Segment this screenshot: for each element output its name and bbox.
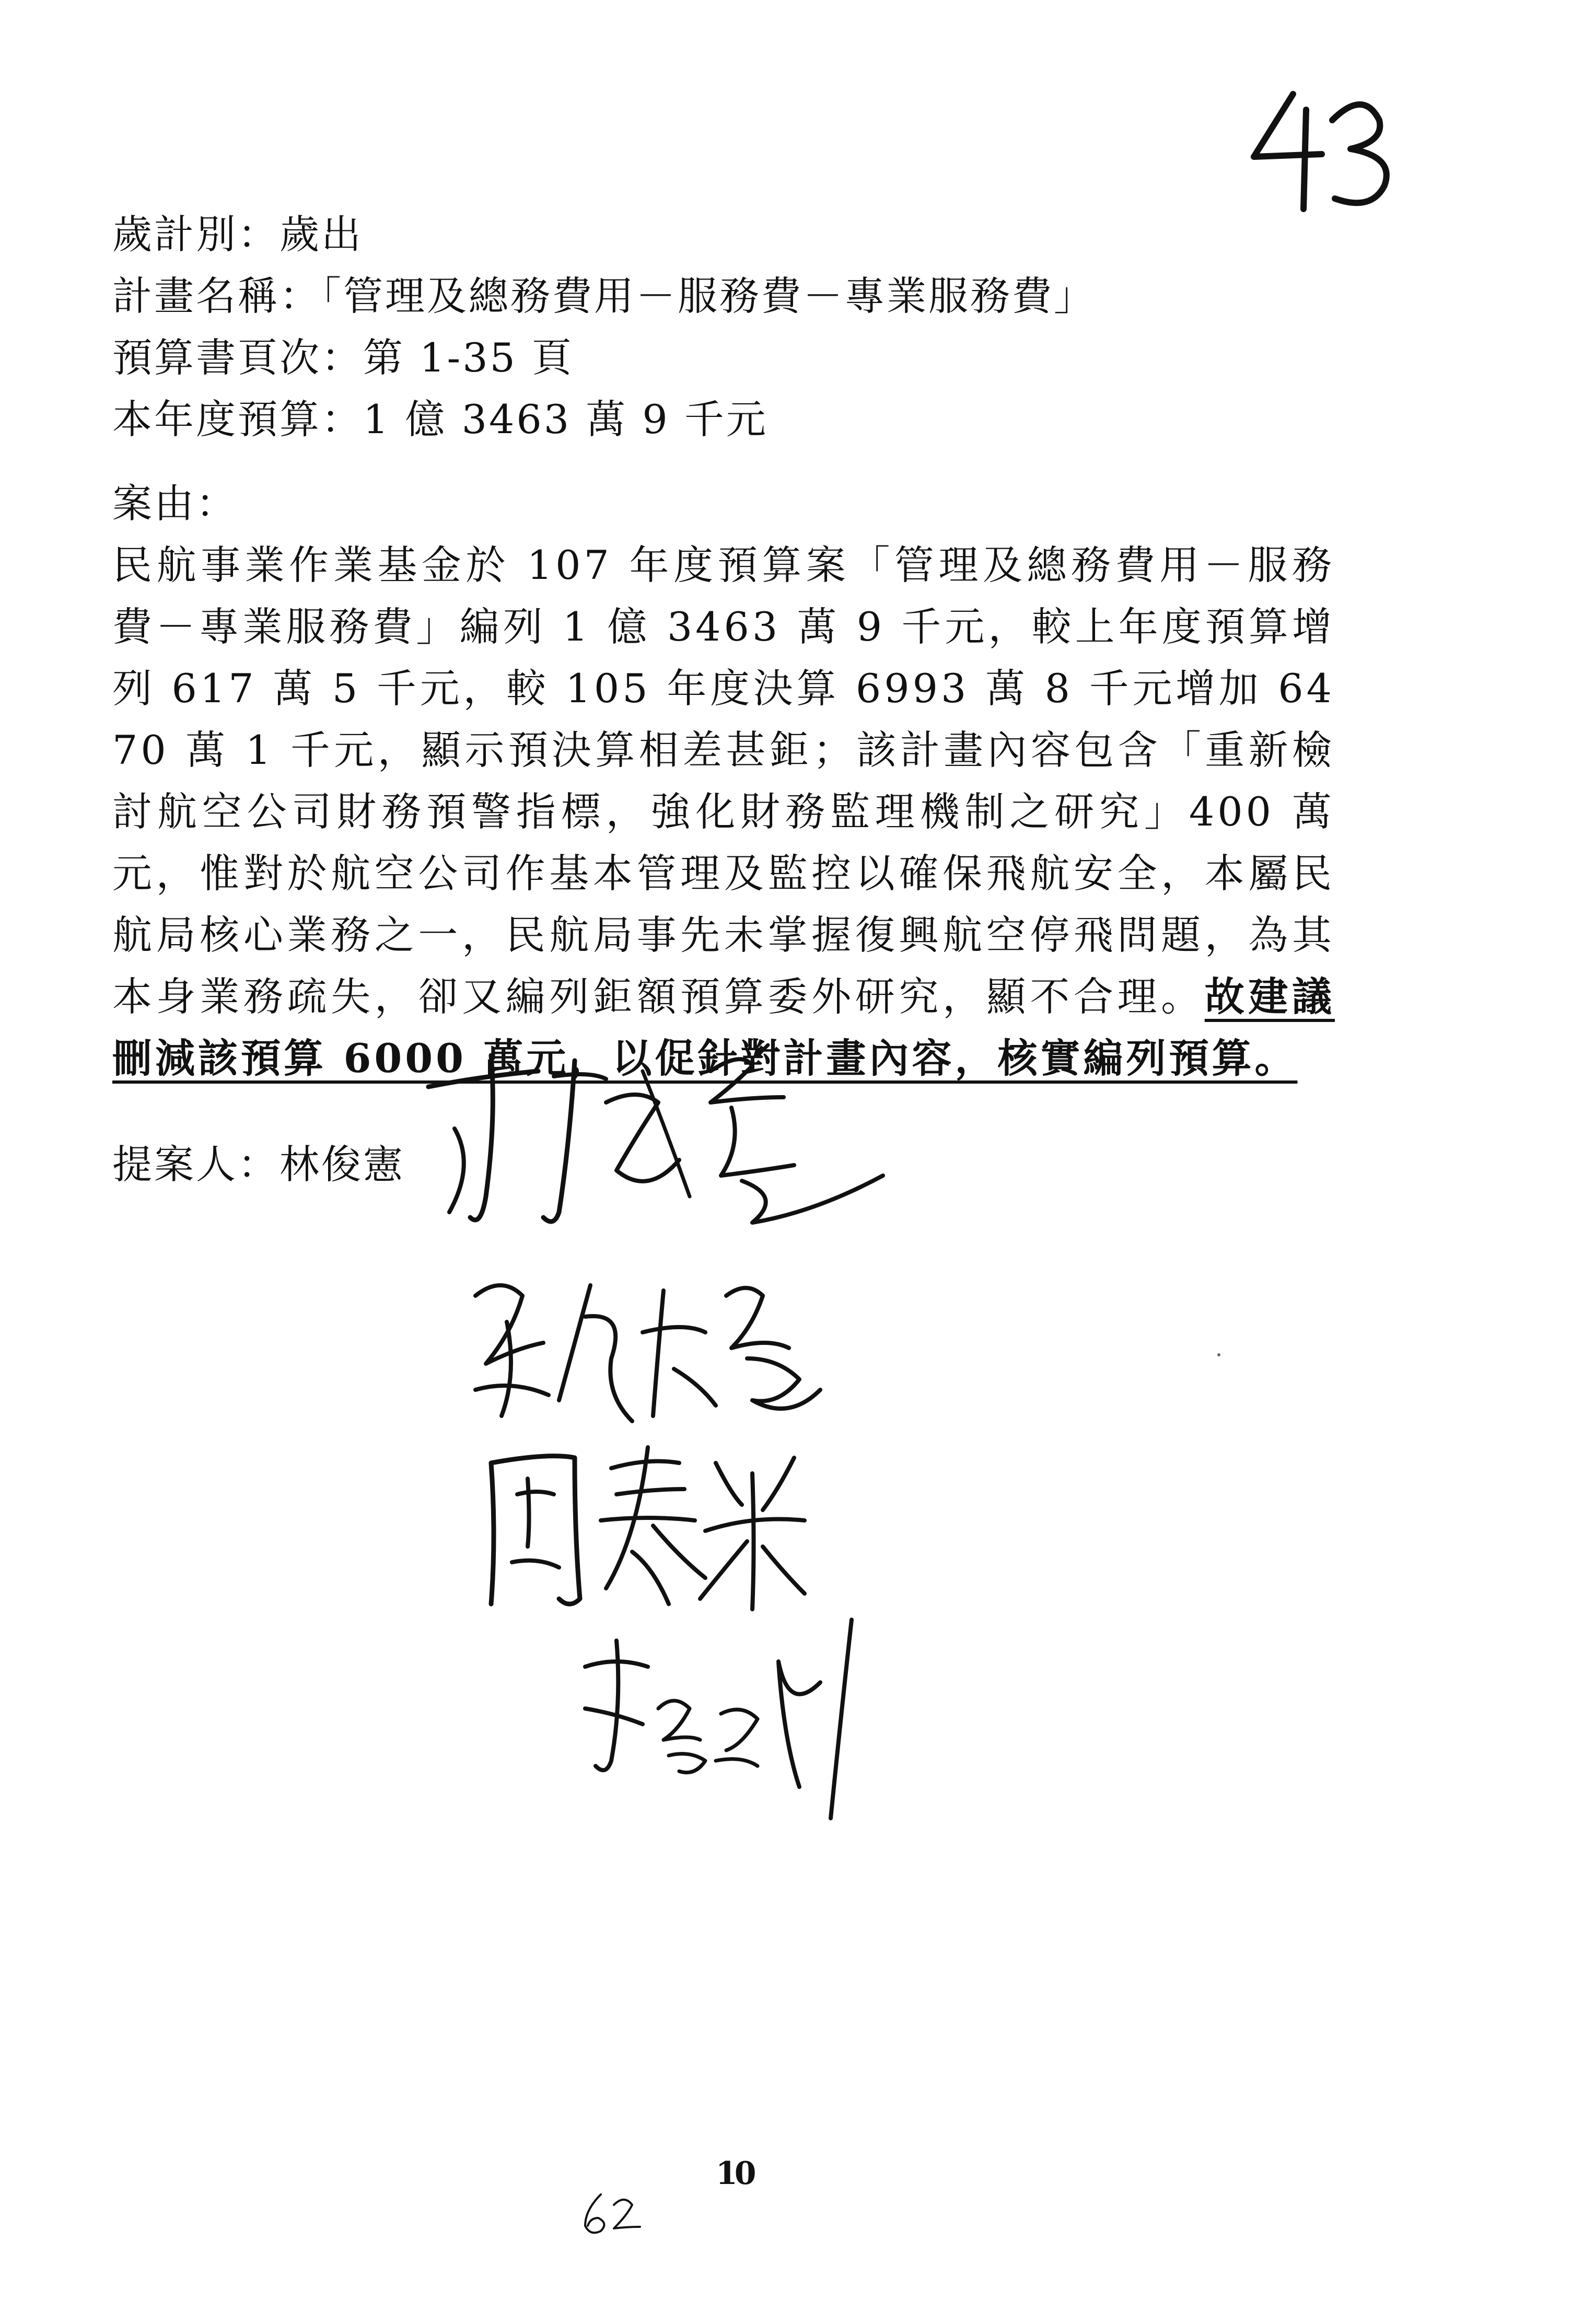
reason-section bbox=[112, 473, 1335, 1089]
signature-1 bbox=[418, 1040, 888, 1259]
handwritten-footer-note bbox=[575, 2184, 648, 2241]
handwritten-page-mark bbox=[1243, 78, 1400, 214]
plan-name: 計畫名稱：「管理及總務費用－服務費－專業服務費」 bbox=[112, 273, 1096, 319]
reason-recommendation: 故建議刪減該預算 6000 萬元，以促針對計畫內容，核實編列預算。 bbox=[112, 973, 1335, 1082]
signature-3 bbox=[470, 1432, 810, 1620]
budget-page-ref: 預算書頁次：第 1-35 頁 bbox=[112, 334, 574, 381]
reason-body bbox=[112, 534, 1335, 1089]
budget-amount: 本年度預算：1 億 3463 萬 9 千元 bbox=[112, 396, 768, 443]
reason-text: 民航事業作業基金於 107 年度預算案「管理及總務費用－服務費－專業服務費」編列 1 億 3463 萬 9 千元，較上年度預算增列 617 萬 5 千元，較 105 年度決算 6993 萬 8 千元增加 6470 萬 1 千元，顯示預決算相差甚鉅；該計畫內容包含「重新檢討航空公司財務預警指標，強化財務監理機制之研究」400 萬元，惟對於航空公司作基本管理及監控以確保飛航安全，本屬民航局核心業務之一，民航局事先未掌握復興航空停飛問題，為其本身業務疏失，卻又編列鉅額預算委外研究，顯不合理。 bbox=[112, 542, 1335, 1020]
signature-2 bbox=[455, 1264, 831, 1437]
header-block bbox=[112, 204, 1366, 450]
signature-4 bbox=[569, 1609, 862, 1829]
proposer-label: 提案人：林俊憲 bbox=[112, 1141, 405, 1188]
scan-speck bbox=[1217, 1353, 1220, 1356]
reason-title: 案由： bbox=[112, 480, 238, 527]
budget-category: 歲計別：歲出 bbox=[112, 211, 363, 258]
footer-page-number: 10 bbox=[716, 2155, 753, 2192]
